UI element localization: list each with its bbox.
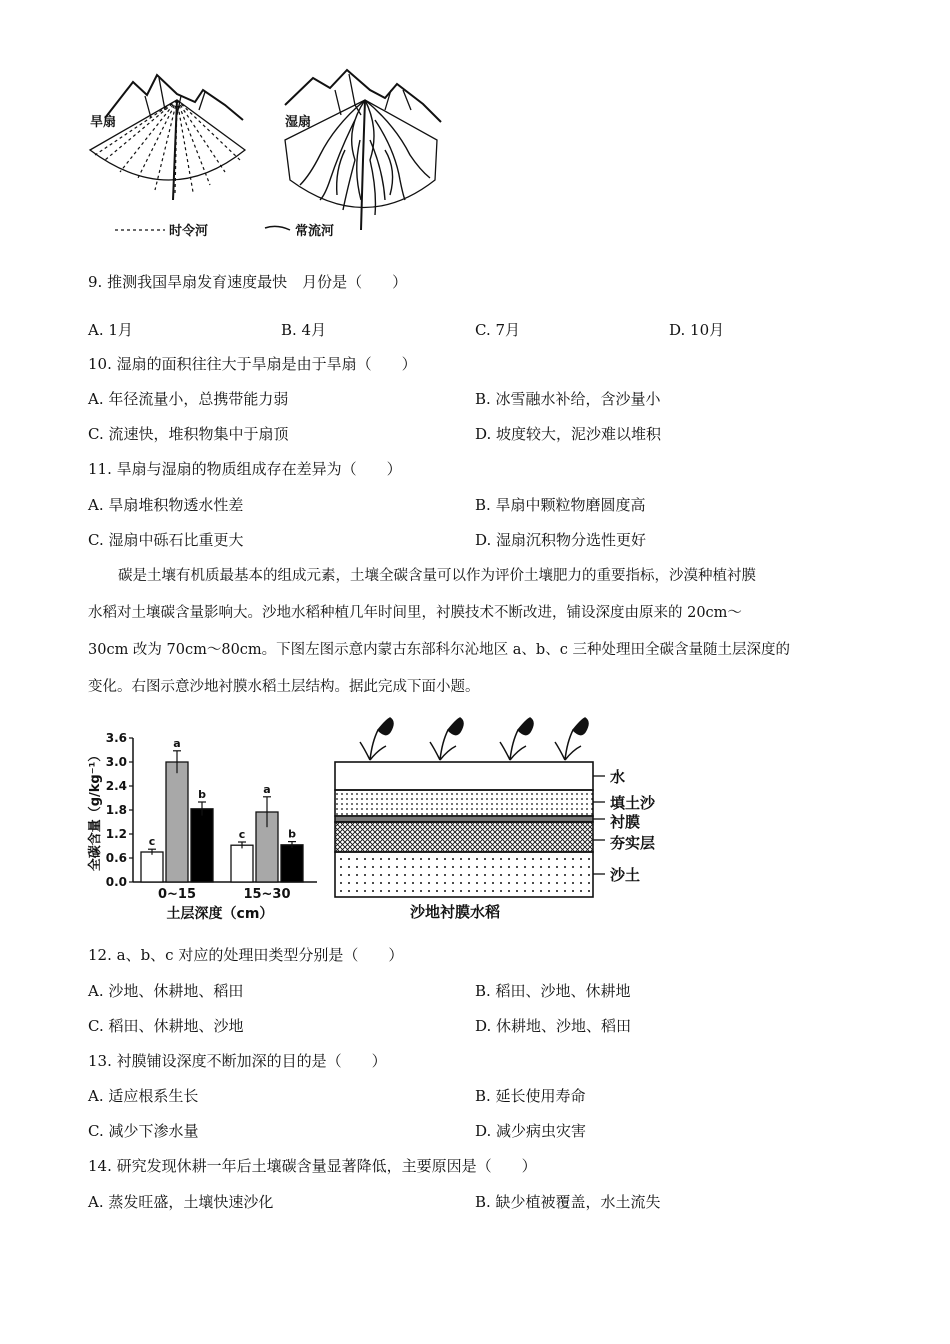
chart-y-tick-label: 3.6 bbox=[105, 731, 127, 745]
dry-fan-label: 旱扇 bbox=[90, 115, 117, 130]
question-9-stem: 9. 推测我国旱扇发育速度最快 月份是（ ） bbox=[88, 273, 408, 291]
chart-bar-b-1 bbox=[281, 845, 303, 882]
soil-layer-diagram bbox=[330, 712, 690, 927]
chart-category-label: 0~15 bbox=[157, 887, 197, 902]
question-12-option-c[interactable]: C. 稻田、休耕地、沙地 bbox=[88, 1017, 244, 1035]
layer-label-sandy-soil: 沙土 bbox=[610, 866, 641, 884]
question-13-option-a[interactable]: A. 适应根系生长 bbox=[88, 1087, 199, 1105]
alluvial-fan-figure bbox=[85, 60, 455, 250]
chart-bar-letter-label: c bbox=[238, 828, 246, 841]
question-9-option-a[interactable]: A. 1月 bbox=[88, 321, 133, 339]
chart-y-tick-label: 0.6 bbox=[105, 851, 127, 865]
question-11-option-c[interactable]: C. 湿扇中砾石比重更大 bbox=[88, 531, 244, 549]
sandy-soil-layer bbox=[335, 852, 593, 897]
legend-perennial-label: 常流河 bbox=[295, 224, 335, 239]
question-12-option-b[interactable]: B. 稻田、沙地、休耕地 bbox=[475, 982, 631, 1000]
question-11-option-b[interactable]: B. 旱扇中颗粒物磨圆度高 bbox=[475, 496, 646, 514]
question-9-option-d[interactable]: D. 10月 bbox=[669, 321, 725, 339]
chart-y-tick-label: 1.8 bbox=[105, 803, 127, 817]
chart-y-tick-label: 1.2 bbox=[105, 827, 127, 841]
alluvial-fan-illustration bbox=[85, 60, 455, 250]
chart-bar-c-0 bbox=[141, 852, 163, 882]
chart-bar-letter-label: c bbox=[148, 835, 156, 849]
question-14-option-b[interactable]: B. 缺少植被覆盖，水土流失 bbox=[475, 1193, 661, 1211]
question-11-option-a[interactable]: A. 旱扇堆积物透水性差 bbox=[88, 496, 244, 514]
legend-seasonal-label: 时令河 bbox=[169, 224, 209, 239]
passage-line-1: 碳是土壤有机质最基本的组成元素，土壤全碳含量可以作为评价土壤肥力的重要指标，沙漠种植衬膜 bbox=[118, 568, 756, 584]
passage-line-4: 变化。右图示意沙地衬膜水稻土层结构。据此完成下面小题。 bbox=[88, 679, 480, 695]
chart-bar-b-0 bbox=[191, 809, 213, 882]
chart-x-axis-label: 土层深度（cm） bbox=[166, 906, 274, 922]
soil-layer-svg bbox=[330, 712, 690, 927]
chart-y-axis-label: 全碳含量（g/kg⁻¹） bbox=[88, 748, 103, 872]
layer-label-film: 衬膜 bbox=[610, 813, 641, 831]
chart-bar-a-0 bbox=[166, 762, 188, 882]
perennial-river-legend-line bbox=[265, 226, 290, 230]
chart-bar-letter-label: b bbox=[288, 827, 296, 841]
question-11-stem: 11. 旱扇与湿扇的物质组成存在差异为（ ） bbox=[88, 460, 402, 478]
chart-y-tick-label: 3.0 bbox=[105, 755, 127, 769]
question-13-stem: 13. 衬膜铺设深度不断加深的目的是（ ） bbox=[88, 1052, 387, 1070]
question-10-option-a[interactable]: A. 年径流量小，总携带能力弱 bbox=[88, 390, 289, 408]
question-10-option-b[interactable]: B. 冰雪融水补给，含沙量小 bbox=[475, 390, 661, 408]
question-12-stem: 12. a、b、c 对应的处理田类型分别是（ ） bbox=[88, 946, 404, 964]
compacted-layer bbox=[335, 822, 593, 852]
chart-bar-letter-label: a bbox=[263, 782, 271, 796]
layer-label-water: 水 bbox=[610, 768, 626, 786]
question-11-option-d[interactable]: D. 湿扇沉积物分选性更好 bbox=[475, 531, 647, 549]
chart-y-tick-label: 2.4 bbox=[105, 779, 127, 793]
wet-fan-label: 湿扇 bbox=[285, 115, 312, 130]
question-10-option-d[interactable]: D. 坡度较大，泥沙难以堆积 bbox=[475, 425, 662, 443]
question-14-option-a[interactable]: A. 蒸发旺盛，土壤快速沙化 bbox=[88, 1193, 274, 1211]
rice-plants bbox=[360, 718, 588, 760]
carbon-bar-chart bbox=[85, 720, 325, 930]
water-layer bbox=[335, 762, 593, 790]
chart-y-tick-label: 0.0 bbox=[105, 875, 127, 889]
question-9-option-c[interactable]: C. 7月 bbox=[475, 321, 521, 339]
question-13-option-c[interactable]: C. 减少下渗水量 bbox=[88, 1122, 199, 1140]
question-12-option-a[interactable]: A. 沙地、休耕地、稻田 bbox=[88, 982, 244, 1000]
film-layer bbox=[335, 816, 593, 822]
passage-line-2: 水稻对土壤碳含量影响大。沙地水稻种植几年时间里，衬膜技术不断改进，铺设深度由原来的 20cm～ bbox=[88, 605, 742, 621]
chart-bar-letter-label: b bbox=[198, 788, 206, 801]
chart-bar-c-1 bbox=[231, 845, 253, 882]
question-13-option-d[interactable]: D. 减少病虫灾害 bbox=[475, 1122, 587, 1140]
carbon-bar-chart-svg bbox=[85, 720, 325, 930]
fill-sand-layer bbox=[335, 790, 593, 816]
question-10-option-c[interactable]: C. 流速快，堆积物集中于扇顶 bbox=[88, 425, 289, 443]
layer-label-compacted: 夯实层 bbox=[610, 834, 656, 852]
chart-bar-letter-label: a bbox=[173, 736, 181, 750]
passage-line-3: 30cm 改为 70cm～80cm。下图左图示意内蒙古东部科尔沁地区 a、b、c 三种处理田全碳含量随土层深度的 bbox=[88, 642, 790, 658]
question-9-option-b[interactable]: B. 4月 bbox=[281, 321, 327, 339]
chart-category-label: 15~30 bbox=[243, 887, 291, 902]
question-13-option-b[interactable]: B. 延长使用寿命 bbox=[475, 1087, 586, 1105]
question-14-stem: 14. 研究发现休耕一年后土壤碳含量显著降低，主要原因是（ ） bbox=[88, 1157, 537, 1175]
layer-label-fill-sand: 填土沙 bbox=[610, 794, 656, 812]
question-12-option-d[interactable]: D. 休耕地、沙地、稻田 bbox=[475, 1017, 632, 1035]
soil-diagram-title: 沙地衬膜水稻 bbox=[410, 903, 501, 921]
question-10-stem: 10. 湿扇的面积往往大于旱扇是由于旱扇（ ） bbox=[88, 355, 417, 373]
